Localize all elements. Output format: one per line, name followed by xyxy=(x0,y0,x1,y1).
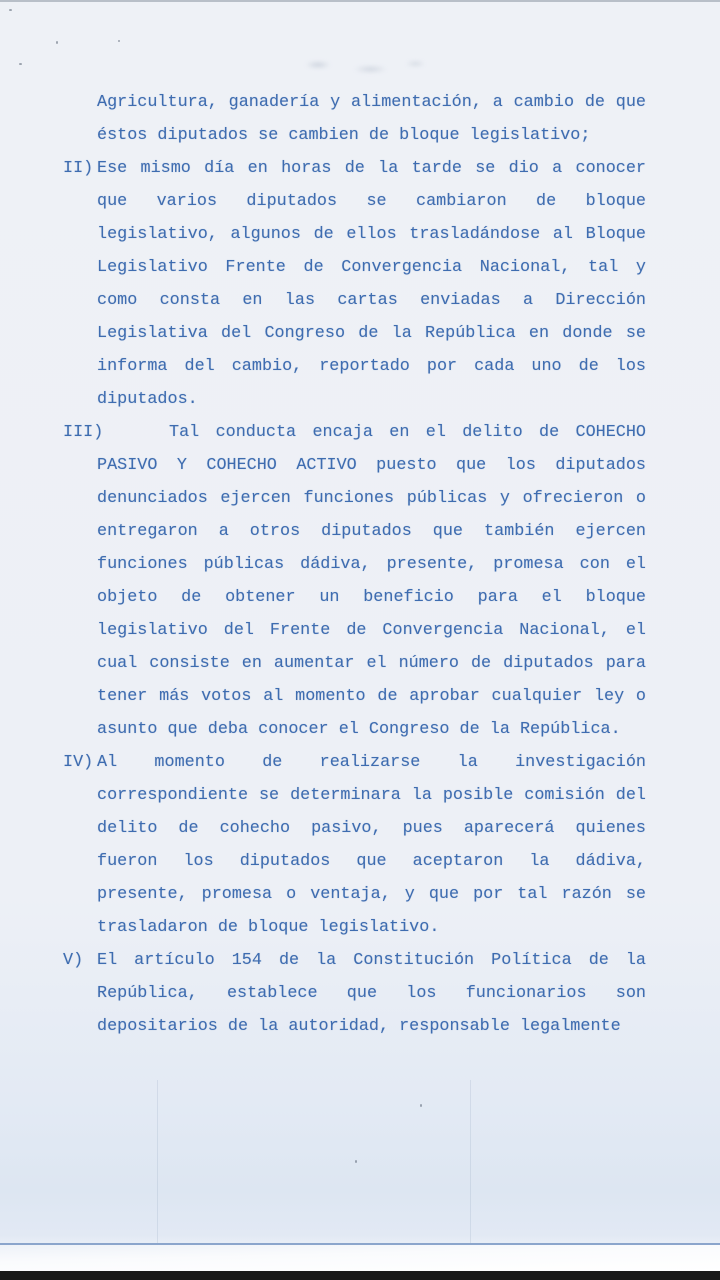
dust-speck xyxy=(9,9,12,11)
item-numeral: II) xyxy=(63,159,94,178)
item-text: Agricultura, ganadería y alimentación, a cambio de que éstos diputados se cambien de bloque legislativo; xyxy=(97,93,646,145)
bleed-through-mark xyxy=(288,56,438,78)
item-numeral: IV) xyxy=(63,753,94,772)
document-text xyxy=(0,86,720,1043)
item-text: El artículo 154 de la Constitución Política de la República, establece que los funcionarios son depositarios de la autoridad, responsable legalmente xyxy=(97,951,646,1036)
list-item-iv xyxy=(0,746,720,944)
item-text: Tal conducta encaja en el delito de COHECHO PASIVO Y COHECHO ACTIVO puesto que los diputados denunciados ejercen funciones públicas y ofrecieron o entregaron a otros diputados que también ejercen funciones públicas dádiva, presente, promesa con el objeto de obtener un beneficio para el bloque legislativo del Frente de Convergencia Nacional, el cual consiste en aumentar el número de diputados para tener más votos al momento de aprobar cualquier ley o asunto que deba conocer el Congreso de la República. xyxy=(97,423,646,739)
scanner-footer-bar xyxy=(0,1271,720,1280)
list-item-iii xyxy=(0,416,720,746)
list-item-v xyxy=(0,944,720,1043)
item-numeral: III) xyxy=(63,423,104,442)
dust-speck xyxy=(118,40,120,42)
dust-speck xyxy=(420,1104,422,1107)
item-text: Al momento de realizarse la investigación correspondiente se determinara la posible comisión del delito de cohecho pasivo, pues aparecerá quienes fueron los diputados que aceptaron la dádiva, presente, promesa o ventaja, y que por tal razón se trasladaron de bloque legislativo. xyxy=(97,753,646,937)
item-numeral: V) xyxy=(63,951,84,970)
dust-speck xyxy=(355,1160,357,1163)
scan-streak xyxy=(157,1080,158,1243)
page-edge-strip xyxy=(0,1245,720,1271)
scan-streak xyxy=(470,1080,471,1243)
list-item-ii xyxy=(0,152,720,416)
dust-speck xyxy=(19,63,22,65)
dust-speck xyxy=(56,41,58,44)
item-text: Ese mismo día en horas de la tarde se dio a conocer que varios diputados se cambiaron de bloque legislativo, algunos de ellos trasladándose al Bloque Legislativo Frente de Convergencia Nacional, tal y como consta en las cartas enviadas a Dirección Legislativa del Congreso de la República en donde se informa del cambio, reportado por cada uno de los diputados. xyxy=(97,159,646,409)
scan-top-edge xyxy=(0,0,720,2)
list-item-continuation xyxy=(0,86,720,152)
